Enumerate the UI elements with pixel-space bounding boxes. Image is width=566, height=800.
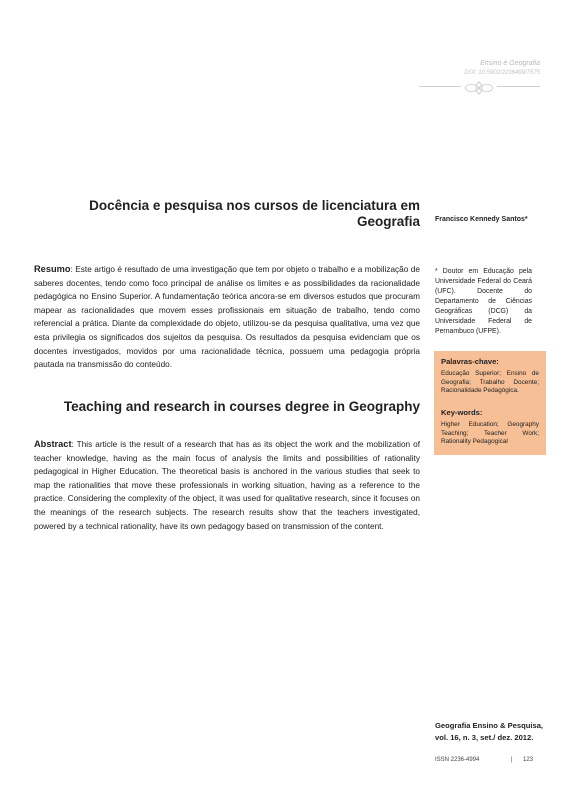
page-number: 123 — [523, 757, 534, 763]
resumo-paragraph — [34, 263, 420, 372]
citation-line-2: vol. 16, n. 3, set./ dez. 2012. — [435, 732, 534, 742]
journal-citation — [435, 720, 545, 743]
abstract-label: Abstract — [34, 439, 72, 449]
doi: DOI: 10.5902/2236499/7575 — [464, 70, 540, 76]
keywords-en-heading: Key-words: — [441, 408, 483, 417]
issn: ISSN 2236-4994 — [435, 757, 480, 763]
ornament-icon — [461, 80, 497, 96]
resumo-label: Resumo — [34, 264, 71, 274]
keywords-en-list: Higher Education; Geography Teaching; Teacher Work; Rationality Pedagogical — [441, 421, 539, 446]
journal-name: Ensino è Geografia — [480, 60, 540, 67]
abstract-text: : This article is the result of a research that has as its object the work and the mobilization of teacher knowledge, having as the main focus of analysis the limits and possibilities of rationality pedagogical in Higher Education. The theoretical basis is anchored in the various studies that seek to map the rationalities that move these professionals in working situation, having as a reference to the practice. Considering the complexity of the object, it was used for qualitative research, since it focuses on the meanings of the research subjects. The research results show that the teachers investigated, powered by a technical rationality, have its own pedagogy based on transmission of the content. — [34, 440, 420, 531]
footer-separator: | — [511, 757, 513, 763]
article-title-en: Teaching and research in courses degree in Geography — [63, 399, 420, 414]
keywords-box — [434, 351, 546, 455]
citation-line-1: Geografia Ensino & Pesquisa, — [435, 721, 544, 730]
keywords-pt-list: Educação Superior; Ensino de Geografia; Trabalho Docente; Racionalidade Pedagógica. — [441, 370, 539, 395]
article-title-pt: Docência e pesquisa nos cursos de licenciatura em Geografia — [89, 198, 420, 229]
author-name: Francisco Kennedy Santos* — [435, 216, 528, 223]
author-affiliation: * Doutor em Educação pela Universidade Federal do Ceará (UFC). Docente do Departamento de Ciências Geográficas (DCG) da Universidade Federal de Pernambuco (UFPE). — [435, 268, 532, 335]
resumo-text: : Este artigo é resultado de uma investigação que tem por objeto o trabalho e a mobilização de saberes docentes, tendo como foco principal de análise os limites e as possibilidades da racionalidade pedagógica no Ensino Superior. A fundamentação teórica ancora-se em diversos estudos que procuram mapear as racionalidades que movem esses profissionais em situação de trabalho, tendo como referencial a prática. Diante da complexidade do objeto, utilizou-se da pesquisa qualitativa, uma vez que esta privilegia os significados dos sujeitos da pesquisa. Os resultados da pesquisa evidenciam que os docentes investigados, movidos por uma racionalidade técnica, possuem uma pedagogia própria pautada na transmissão do conteúdo. — [34, 265, 420, 370]
keywords-pt-heading: Palavras-chave: — [441, 357, 499, 366]
abstract-paragraph — [34, 438, 420, 533]
